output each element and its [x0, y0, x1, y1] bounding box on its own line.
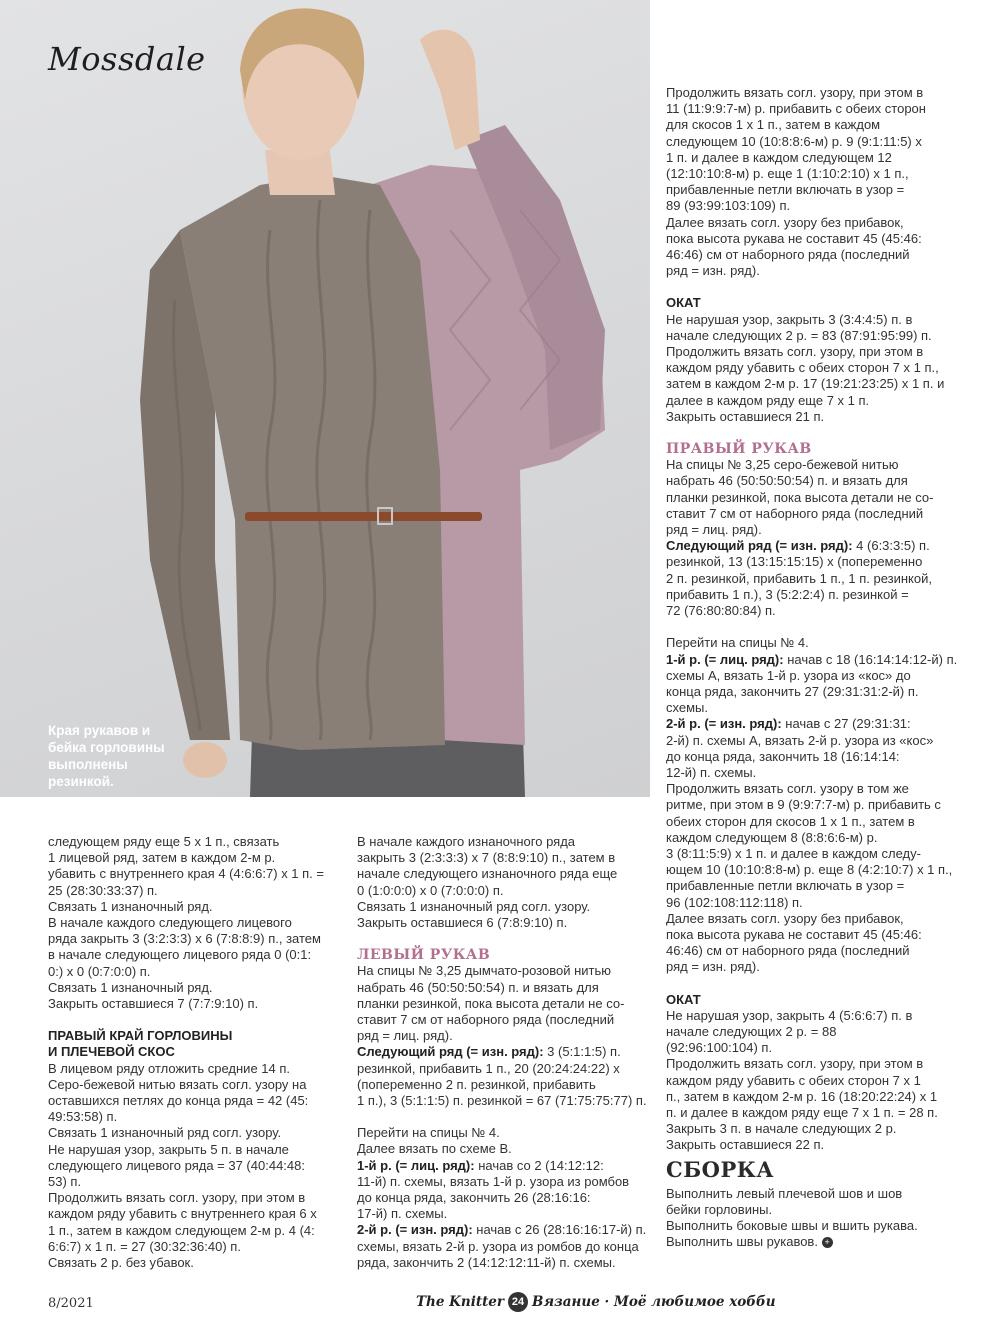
mid-row2-text: 2-й р. (= изн. ряд): начав с 26 (28:16:16:17-й) п. схемы, вязать 2-й р. узора из ромбов до конца ряда, закончить 2 (14:12:12:11-й) п. схемы.: [357, 1222, 647, 1270]
left-sleeve-next-row: Следующий ряд (= изн. ряд): 3 (5:1:1:5) п. резинкой, прибавить 1 п., 20 (20:24:24:22) х (попеременно 2 п. резинкой, прибавить 1 п.), 3 (5:1:1:5) п. резинкой = 67 (71:75:75:77) п.: [357, 1044, 647, 1109]
row2-text: 2-й р. (= изн. ряд): начав с 27 (29:31:31: 2-й) п. схемы А, вязать 2-й р. узора из «кос» до конца ряда, закончить 18 (16:14:14: 12-й) п. схемы.: [666, 716, 934, 780]
okat-text-1: Не нарушая узор, закрыть 3 (3:4:4:5) п. в начале следующих 2 р. = 83 (87:91:95:99) п. Продолжить вязать согл. узору, при этом в каждом ряду убавить с обеих сторон 7 х 1 п., затем в каждом 2-м р. 17 (19:21:23:25) х 1 п. и далее в каждом ряду еще 7 х 1 п. Закрыть оставшиеся 21 п.: [666, 311, 945, 424]
hero-photo: [0, 0, 650, 797]
neck-heading: ПРАВЫЙ КРАЙ ГОРЛОВИНЫ И ПЛЕЧЕВОЙ СКОС: [48, 1028, 233, 1060]
issue-number: 8/2021: [48, 1296, 94, 1311]
magazine-name: The Knitter: [416, 1294, 505, 1310]
mid-needles-4-text: Перейти на спицы № 4. Далее вязать по схеме В.: [357, 1125, 512, 1157]
assembly-heading: СБОРКА: [666, 1156, 774, 1182]
right-sleeve-heading: ПРАВЫЙ РУКАВ: [666, 441, 812, 458]
mid-col-text-1: В начале каждого изнаночного ряда закрыть 3 (2:3:3:3) х 7 (8:8:9:10) п., затем в начале следующего изнаночного ряда еще 0 (1:0:0:0) х 0 (7:0:0:0) п. Связать 1 изнаночный ряд согл. узору. Закрыть оставшиеся 6 (7:8:9:10) п.: [357, 834, 618, 931]
okat-text-2: Не нарушая узор, закрыть 4 (5:6:6:7) п. в начале следующих 2 р. = 88 (92:96:100:104) п. Продолжить вязать согл. узору, при этом в каждом ряду убавить с обеих сторон 7 х 1 п., затем в каждом 2-м р. 16 (18:20:22:24) х 1 п. и далее в каждом ряду еще 7 х 1 п. = 28 п. Закрыть 3 п. в начале следующих 2 р. Закрыть оставшиеся 22 п.: [666, 1007, 938, 1153]
needles-4-text: Перейти на спицы № 4.: [666, 635, 809, 651]
mid-row1-text: 1-й р. (= лиц. ряд): начав со 2 (14:12:12: 11-й) п. схемы, вязать 1-й р. узора из ромбов до конца ряда, закончить 26 (28:16:16: 17-й) п. схемы.: [357, 1157, 630, 1222]
left-column: [48, 834, 348, 1271]
left-sleeve-heading: ЛЕВЫЙ РУКАВ: [357, 947, 491, 964]
model-illustration: [0, 0, 650, 797]
right-sleeve-next-row: Следующий ряд (= изн. ряд): 4 (6:3:3:5) п. резинкой, 13 (13:15:15:15) х (попеременно 2 п. резинкой, прибавить 1 п., 1 п. резинкой, прибавить 1 п.), 3 (5:2:2:4) п. резинкой = 72 (76:80:80:84) п.: [666, 538, 932, 619]
neck-text: В лицевом ряду отложить средние 14 п. Серо-бежевой нитью вязать согл. узору на оставшихся петлях до конца ряда = 42 (45: 49:53:58) п. Связать 1 изнаночный ряд согл. узору. Не нарушая узор, закрыть 5 п. в начале следующего лицевого ряда = 37 (40:44:48: 53) п. Продолжить вязать согл. узору, при этом в каждом ряду убавить с внутреннего края 6 х 1 п., затем в каждом следующем 2-м р. 4 (4: 6:6:7) х 1 п. = 27 (30:32:36:40) п. Связать 2 р. без убавок.: [48, 1060, 317, 1271]
okat-heading-1: ОКАТ: [666, 295, 701, 311]
page-number: 24: [508, 1292, 528, 1312]
assembly-text: Выполнить левый плечевой шов и шов бейки горловины. Выполнить боковые швы и вшить рукава. Выполнить швы рукавов. +: [666, 1185, 918, 1250]
magazine-subtitle: Вязание · Моё любимое хобби: [532, 1294, 776, 1310]
right-column: [666, 85, 966, 1251]
photo-caption: Края рукавов и бейка горловины выполнены резинкой.: [48, 723, 165, 789]
row1-text: 1-й р. (= лиц. ряд): начав с 18 (16:14:14:12-й) п. схемы А, вязать 1-й р. узора из «кос» до конца ряда, закончить 27 (29:31:31:2-й) п. схемы.: [666, 651, 958, 716]
page-title: Mossdale: [48, 40, 206, 78]
end-mark-icon: +: [822, 1237, 833, 1248]
right-sleeve-text: На спицы № 3,25 серо-бежевой нитью набрать 46 (50:50:50:54) п. и вязать для планки резинкой, пока высота детали не со- ставит 7 см от наборного ряда (последний ряд = лиц. ряд).: [666, 457, 934, 538]
continue-text: Продолжить вязать согл. узору в том же ритме, при этом в 9 (9:9:7:7-м) р. прибавить с обеих сторон для скосов 1 х 1 п., затем в каждом следующем 8 (8:8:6:6-м) р. 3 (8:11:5:9) х 1 п. и далее в каждом следу- ющем 10 (10:10:8:8-м) р. еще 8 (4:2:10:7) х 1 п., прибавленные петли включать в узор = 96 (102:108:112:118) п. Далее вязать согл. узору без прибавок, пока высота рукава не составит 45 (45:46: 46:46) см от наборного ряда (последний ряд = изн. ряд).: [666, 781, 953, 975]
footer-brand: [416, 1292, 776, 1312]
left-sleeve-text: На спицы № 3,25 дымчато-розовой нитью набрать 46 (50:50:50:54) п. и вязать для планки резинкой, пока высота детали не со- ставит 7 см от наборного ряда (последний ряд = лиц. ряд).: [357, 963, 625, 1044]
okat-heading-2: ОКАТ: [666, 991, 701, 1007]
left-col-text-1: следующем ряду еще 5 х 1 п., связать 1 лицевой ряд, затем в каждом 2-м р. убавить с внутреннего края 4 (4:6:6:7) х 1 п. = 25 (28:30:33:37) п. Связать 1 изнаночный ряд. В начале каждого следующего лицевого ряда закрыть 3 (3:2:3:3) х 6 (7:8:8:9) п., затем в начале следующего лицевого ряда 0 (0:1: 0:) х 0 (0:7:0:0) п. Связать 1 изнаночный ряд. Закрыть оставшиеся 7 (7:7:9:10) п.: [48, 834, 325, 1012]
sleeve-increase-text: Продолжить вязать согл. узору, при этом в 11 (11:9:9:7-м) р. прибавить с обеих сторон для скосов 1 х 1 п., затем в каждом следующем 10 (10:8:8:6-м) р. 9 (9:1:11:5) х 1 п. и далее в каждом следующем 12 (12:10:10:8-м) р. еще 1 (1:10:2:10) х 1 п., прибавленные петли включать в узор = 89 (93:99:103:109) п. Далее вязать согл. узору без прибавок, пока высота рукава не составит 45 (45:46: 46:46) см от наборного ряда (последний ряд = изн. ряд).: [666, 85, 926, 279]
middle-column: [357, 834, 657, 1271]
